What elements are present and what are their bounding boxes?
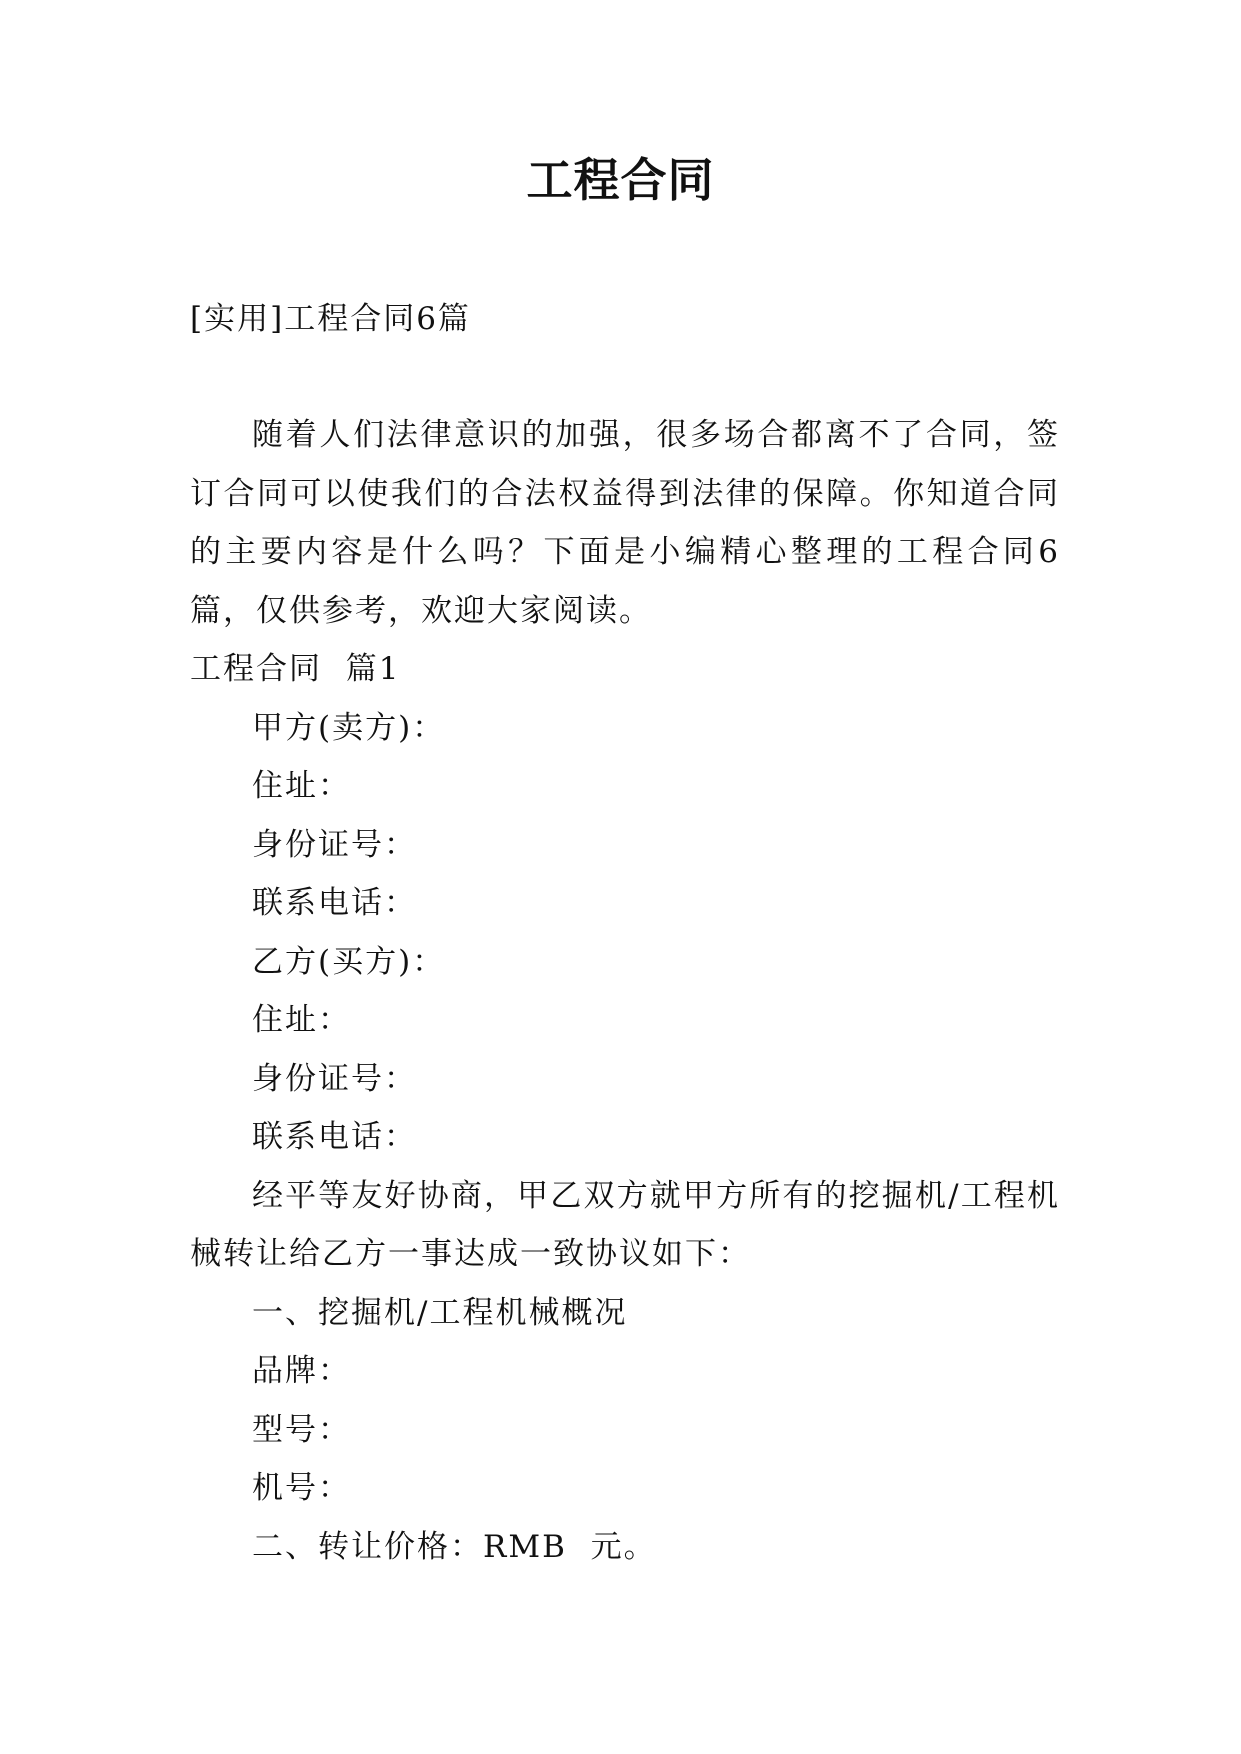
- clause-heading-overview: 一、挖掘机/工程机械概况: [252, 1294, 628, 1331]
- seller-id-label: 身份证号：: [252, 826, 417, 863]
- seller-address-label: 住址：: [252, 768, 351, 804]
- document-subtitle: [实用]工程合同6篇: [190, 301, 471, 337]
- buyer-label: 乙方(买方)：: [252, 943, 446, 980]
- model-label: 型号：: [252, 1411, 351, 1448]
- buyer-phone-label: 联系电话：: [252, 1119, 417, 1155]
- document-body: [190, 290, 1060, 1576]
- document-title: 工程合同: [526, 153, 715, 207]
- section-heading: 工程合同 篇1: [190, 651, 401, 687]
- agreement-paragraph: 经平等友好协商，甲乙双方就甲方所有的挖掘机/工程机械转让给乙方一事达成一致协议如下：: [190, 1177, 1060, 1272]
- clause-transfer-price: 二、转让价格：RMB 元。: [252, 1528, 657, 1565]
- buyer-address-label: 住址：: [252, 1002, 351, 1038]
- seller-phone-label: 联系电话：: [252, 885, 417, 921]
- intro-paragraph: 随着人们法律意识的加强，很多场合都离不了合同，签订合同可以使我们的合法权益得到法律的保障。你知道合同的主要内容是什么吗？下面是小编精心整理的工程合同6篇，仅供参考，欢迎大家阅读。: [190, 417, 1060, 629]
- blank-line: [190, 348, 1060, 406]
- brand-label: 品牌：: [252, 1353, 351, 1389]
- serial-number-label: 机号：: [252, 1470, 351, 1506]
- buyer-id-label: 身份证号：: [252, 1060, 417, 1097]
- seller-label: 甲方(卖方)：: [252, 709, 446, 746]
